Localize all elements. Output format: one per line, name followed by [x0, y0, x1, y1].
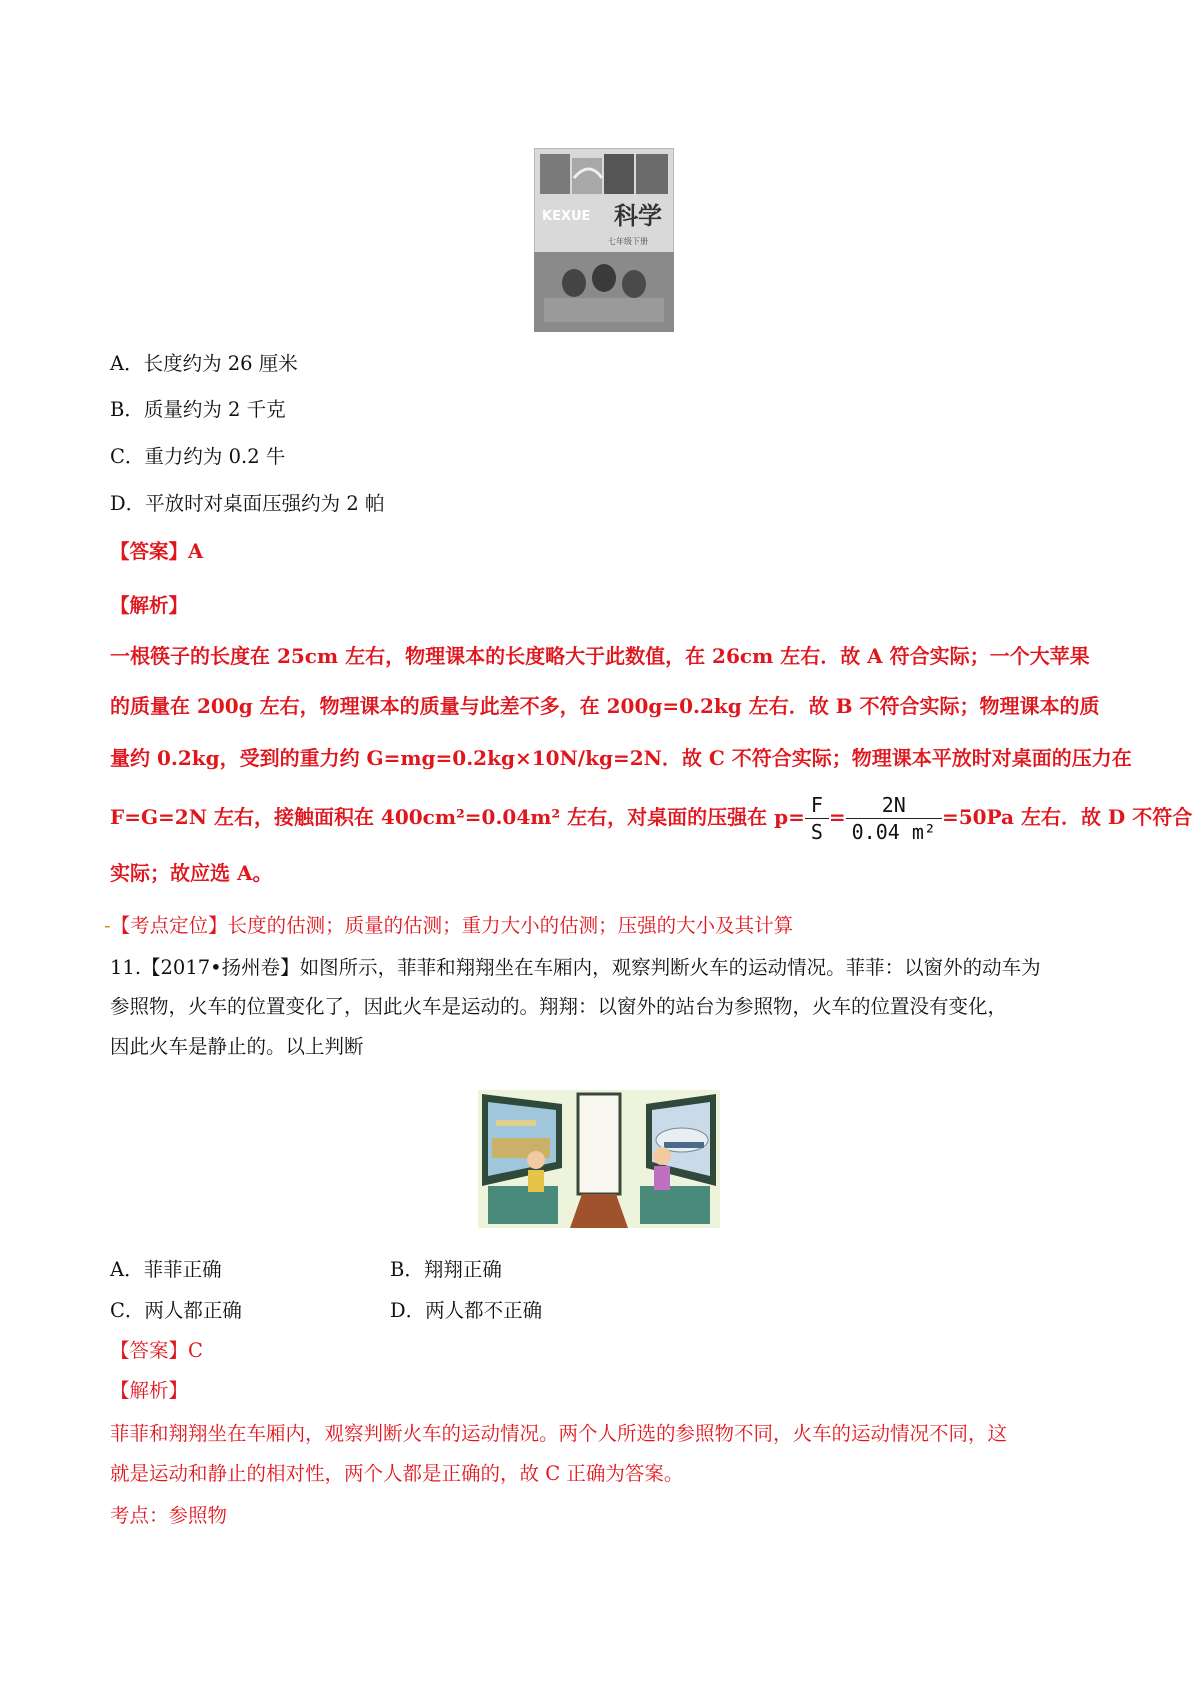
frac2-numerator: 2N: [846, 792, 942, 819]
q11-option-d: D．两人都不正确: [390, 1299, 543, 1322]
q11-option-a: A．菲菲正确: [110, 1258, 222, 1281]
q10-option-b: B．质量约为 2 千克: [110, 398, 286, 421]
cover-title: 科学: [614, 202, 662, 230]
q11-kaodian: 考点：参照物: [110, 1504, 228, 1527]
frac-denominator: S: [810, 820, 823, 844]
fraction-2n-over-area: [846, 792, 942, 845]
q10-analysis-line-2: 的质量在 200g 左右，物理课本的质量与此差不多，在 200g=0.2kg 左右．故 B 不符合实际；物理课本的质: [110, 694, 1100, 718]
q10-option-d: D．平放时对桌面压强约为 2 帕: [110, 492, 385, 515]
q11-option-b: B．翔翔正确: [390, 1258, 502, 1281]
line4-part-b: =50Pa 左右．故 D 不符合: [941, 805, 1193, 829]
answer-label: 【答案】: [110, 1339, 189, 1362]
frac2-denominator: 0.04 m²: [851, 820, 936, 844]
q10-kaodian: [104, 913, 793, 939]
q10-answer: [110, 539, 203, 565]
kaodian-marker: -: [104, 914, 111, 937]
q10-analysis-line-1: 一根筷子的长度在 25cm 左右，物理课本的长度略大于此数值，在 26cm 左右．故 A 符合实际；一个大苹果: [110, 644, 1090, 668]
cover-series-text: KEXUE: [542, 209, 591, 224]
answer-value: A: [188, 540, 204, 563]
q10-option-a: A．长度约为 26 厘米: [110, 352, 298, 375]
q10-analysis-line-4: [110, 792, 1192, 845]
q11-stem-line-3: 因此火车是静止的。以上判断: [110, 1035, 364, 1058]
q11-stem-line-2: 参照物，火车的位置变化了，因此火车是运动的。翔翔：以窗外的站台为参照物，火车的位置没有变化，: [110, 995, 1008, 1018]
answer-label: 【答案】: [110, 540, 189, 563]
q10-option-c: C．重力约为 0.2 牛: [110, 445, 286, 468]
q11-option-c: C．两人都正确: [110, 1299, 242, 1322]
textbook-cover-image: [534, 148, 674, 332]
q10-analysis-line-5: 实际；故应选 A。: [110, 861, 273, 885]
q11-analysis-label: 【解析】: [110, 1379, 189, 1402]
q11-answer: [110, 1338, 203, 1364]
equals-sign: =: [828, 805, 846, 829]
q11-analysis-line-1: 菲菲和翔翔坐在车厢内，观察判断火车的运动情况。两个人所选的参照物不同，火车的运动情况不同，这: [110, 1422, 1008, 1445]
cover-grade: 七年级下册: [608, 237, 648, 246]
kaodian-text: 【考点定位】长度的估测；质量的估测；重力大小的估测；压强的大小及其计算: [110, 914, 794, 937]
answer-value: C: [188, 1339, 203, 1362]
fraction-f-over-s: [805, 792, 829, 845]
line4-part-a: F=G=2N 左右，接触面积在 400cm²=0.04m² 左右，对桌面的压强在 p=: [110, 805, 805, 829]
q11-stem-line-1: 11.【2017•扬州卷】如图所示，菲菲和翔翔坐在车厢内，观察判断火车的运动情况。菲菲：以窗外的动车为: [110, 956, 1041, 979]
q10-analysis-label: 【解析】: [110, 594, 189, 617]
train-carriage-image: [478, 1090, 720, 1228]
frac-numerator: F: [805, 792, 829, 819]
q10-analysis-line-3: 量约 0.2kg，受到的重力约 G=mg=0.2kg×10N/kg=2N．故 C 不符合实际；物理课本平放时对桌面的压力在: [110, 746, 1132, 770]
q11-analysis-line-2: 就是运动和静止的相对性，两个人都是正确的，故 C 正确为答案。: [110, 1462, 684, 1485]
